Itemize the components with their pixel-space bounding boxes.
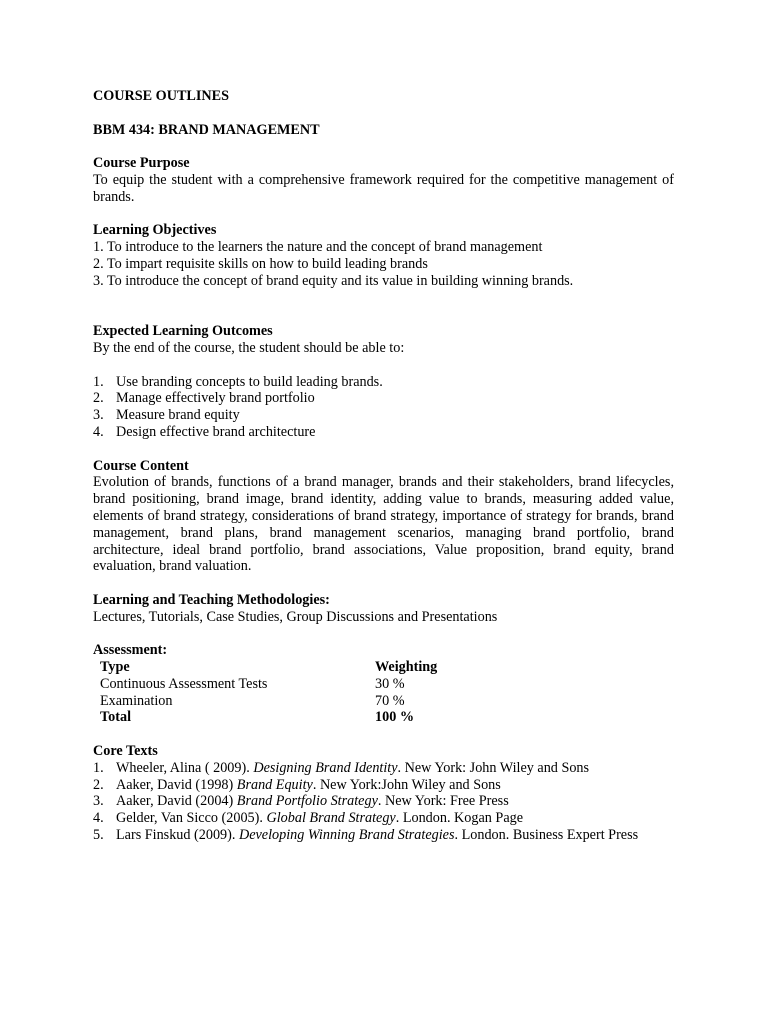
reference-publisher: . London. Kogan Page: [395, 810, 524, 827]
assessment-weight: 70 %: [375, 692, 405, 709]
list-item: [93, 407, 674, 424]
methods-heading: Learning and Teaching Methodologies:: [93, 591, 330, 608]
reference-publisher: . New York: John Wiley and Sons: [397, 759, 590, 776]
assessment-total-value: 100 %: [375, 709, 415, 726]
course-code-title: BBM 434: BRAND MANAGEMENT: [93, 121, 320, 138]
reference-title: Designing Brand Identity: [253, 759, 398, 776]
list-item: [93, 374, 674, 391]
reference-publisher: . New York:John Wiley and Sons: [312, 776, 501, 793]
outcomes-heading: Expected Learning Outcomes: [93, 323, 273, 340]
purpose-text: To equip the student with a comprehensive framework required for the competitive management of brands.: [93, 171, 674, 205]
content-heading: Course Content: [93, 457, 189, 474]
assessment-total-label: Total: [100, 709, 132, 726]
objective-item: 3. To introduce the concept of brand equity and its value in building winning brands.: [93, 272, 574, 289]
reference-text: [116, 777, 674, 794]
assessment-weight: 30 %: [375, 675, 405, 692]
list-number: 3.: [93, 407, 104, 424]
reference-author: Lars Finskud (2009).: [116, 827, 239, 844]
outcomes-list: [93, 374, 674, 441]
list-item: [93, 827, 674, 844]
list-item: [93, 810, 674, 827]
reference-title: Brand Portfolio Strategy: [236, 793, 378, 810]
document-page: [93, 88, 674, 844]
assessment-heading: Assessment:: [93, 642, 168, 659]
outcomes-intro: By the end of the course, the student should be able to:: [93, 339, 405, 356]
table-row: [93, 693, 674, 710]
objective-item: 1. To introduce to the learners the nature and the concept of brand management: [93, 239, 543, 256]
reference-publisher: . London. Business Expert Press: [454, 827, 639, 844]
list-text: Manage effectively brand portfolio: [116, 390, 315, 407]
list-item: [93, 424, 674, 441]
list-item: [93, 760, 674, 777]
reference-text: [116, 827, 674, 844]
content-text: Evolution of brands, functions of a brand manager, brands and their stakeholders, brand lifecycles, brand positioning, brand image, brand identity, adding value to brands, measuring added value, elements of brand strategy, considerations of brand strategy, importance of strategy for brands, brand management, brand plans, brand management scenarios, managing brand portfolio, brand architecture, ideal brand portfolio, brand associations, Value proposition, brand equity, brand evaluation, brand valuation.: [93, 474, 674, 575]
list-number: 1.: [93, 373, 104, 390]
objectives-heading: Learning Objectives: [93, 222, 217, 239]
reference-author: Aaker, David (1998): [116, 776, 237, 793]
list-number: 2.: [93, 390, 104, 407]
document-title: COURSE OUTLINES: [93, 88, 230, 104]
core-texts-heading: Core Texts: [93, 743, 158, 760]
list-text: Use branding concepts to build leading brands.: [116, 373, 383, 390]
assessment-type: Examination: [100, 692, 173, 709]
reference-text: [116, 793, 674, 810]
assessment-header-row: [93, 659, 674, 676]
reference-title: Global Brand Strategy: [266, 810, 396, 827]
reference-text: [116, 810, 674, 827]
reference-author: Gelder, Van Sicco (2005).: [116, 810, 267, 827]
list-number: 2.: [93, 776, 104, 793]
list-number: 3.: [93, 793, 104, 810]
assessment-type: Continuous Assessment Tests: [100, 675, 268, 692]
assessment-col-type: Type: [100, 659, 130, 676]
list-number: 5.: [93, 827, 104, 844]
assessment-total-row: [93, 709, 674, 726]
objective-item: 2. To impart requisite skills on how to build leading brands: [93, 255, 428, 272]
assessment-col-weight: Weighting: [375, 659, 438, 676]
list-text: Measure brand equity: [116, 407, 240, 424]
purpose-heading: Course Purpose: [93, 155, 190, 172]
core-texts-list: [93, 760, 674, 844]
list-number: 4.: [93, 423, 104, 440]
methods-text: Lectures, Tutorials, Case Studies, Group Discussions and Presentations: [93, 608, 498, 625]
list-item: [93, 390, 674, 407]
reference-title: Brand Equity: [236, 776, 313, 793]
reference-author: Wheeler, Alina ( 2009).: [116, 759, 254, 776]
list-item: [93, 777, 674, 794]
reference-publisher: . New York: Free Press: [377, 793, 509, 810]
reference-author: Aaker, David (2004): [116, 793, 237, 810]
list-number: 1.: [93, 759, 104, 776]
reference-title: Developing Winning Brand Strategies: [238, 827, 455, 844]
table-row: [93, 676, 674, 693]
list-number: 4.: [93, 810, 104, 827]
list-text: Design effective brand architecture: [116, 423, 316, 440]
list-item: [93, 793, 674, 810]
reference-text: [116, 760, 674, 777]
